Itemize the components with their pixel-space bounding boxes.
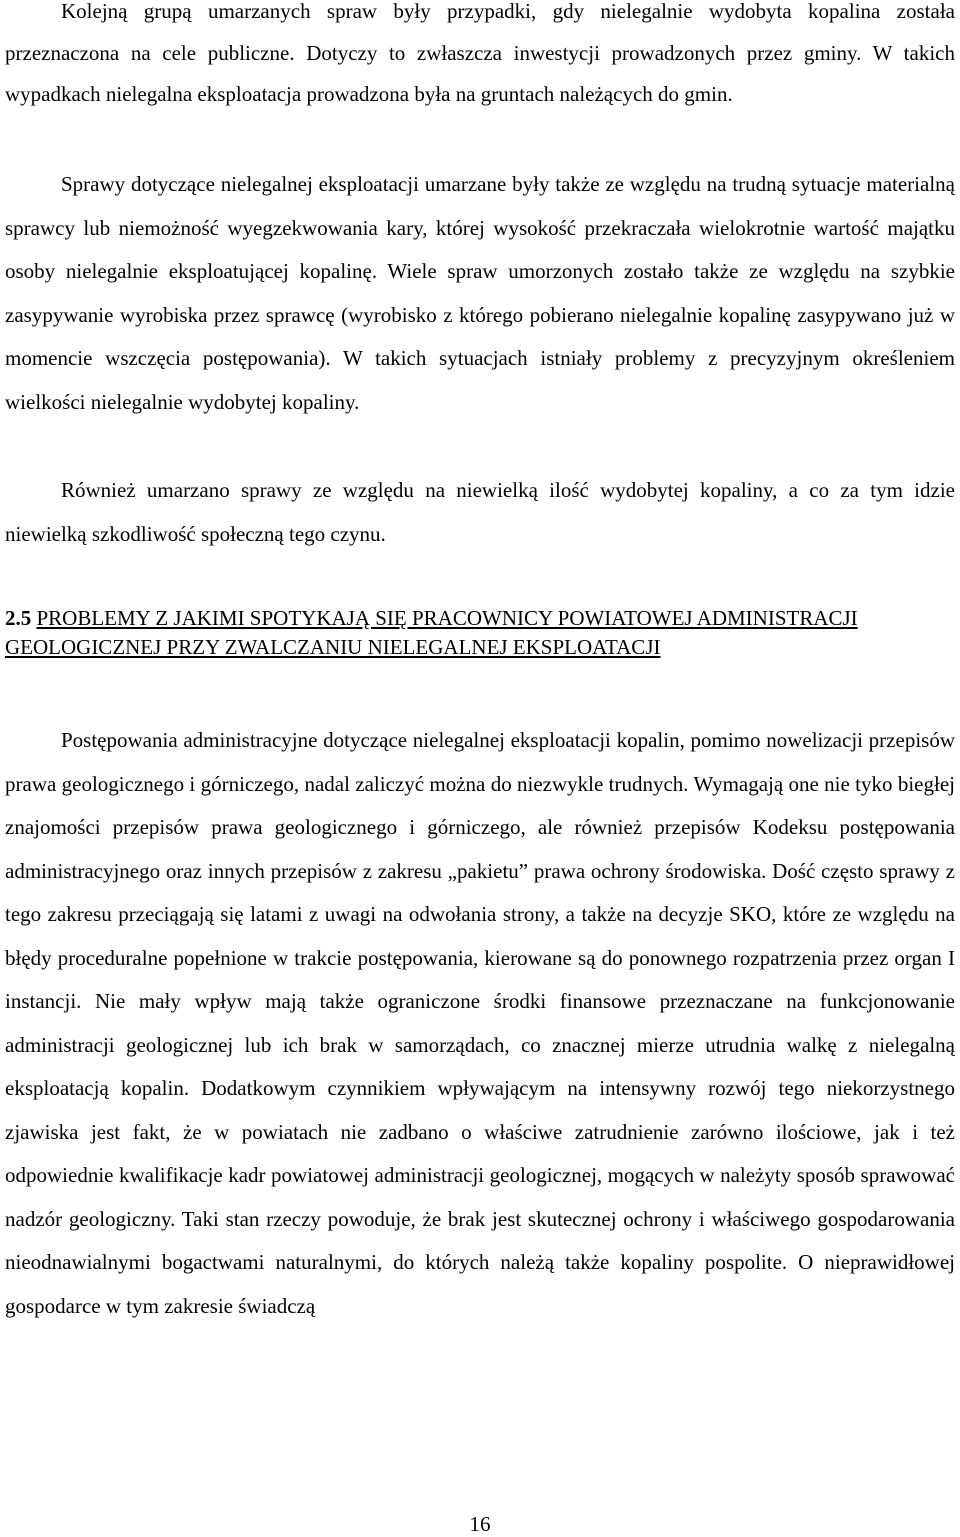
paragraph-small-quantity: Również umarzano sprawy ze względu na niewielką ilość wydobytej kopaliny, a co za tym idzie niewielką szkodliwość społeczną tego czynu. (5, 478, 955, 546)
paragraph-administrative-proceedings: Postępowania administracyjne dotyczące nielegalnej eksploatacji kopalin, pomimo nowelizacji przepisów prawa geologicznego i górniczego, nadal zaliczyć można do niezwykle trudnych. Wymagają one nie tyko biegłej znajomości przepisów prawa geologicznego i górniczego, ale również przepisów Kodeksu postępowania administracyjnego oraz innych przepisów z zakresu „pakietu” prawa ochrony środowiska. Dość często sprawy z tego zakresu przeciągają się latami z uwagi na odwołania strony, a także na decyzje SKO, które ze względu na błędy proceduralne popełnione w trakcie postępowania, kierowane są do ponownego rozpatrzenia przez organ I instancji. Nie mały wpływ mają także ograniczone środki finansowe przeznaczane na funkcjonowanie administracji geologicznej lub ich brak w samorządach, co znacznej mierze utrudnia walkę z nielegalną eksploatacją kopalin. Dodatkowym czynnikiem wpływającym na intensywny rozwój tego niekorzystnego zjawiska jest fakt, że w powiatach nie zadbano o właściwe zatrudnienie zarówno ilościowe, jak i też odpowiednie kwalifikacje kadr powiatowej administracji geologicznej, mogących w należyty sposób sprawować nadzór geologiczny. Taki stan rzeczy powoduje, że brak jest skutecznej ochrony i właściwego gospodarowania nieodnawialnymi bogactwami naturalnymi, do których należą także kopaliny pospolite. O nieprawidłowej gospodarce w tym zakresie świadczą (5, 728, 955, 1318)
section-title: PROBLEMY Z JAKIMI SPOTYKAJĄ SIĘ PRACOWNICY POWIATOWEJ ADMINISTRACJI GEOLOGICZNEJ PRZY ZWALCZANIU NIELEGALNEJ EKSPLOATACJI (5, 606, 858, 659)
paragraph-cases-public-purposes: Kolejną grupą umarzanych spraw były przypadki, gdy nielegalnie wydobyta kopalina została przeznaczona na cele publiczne. Dotyczy to zwłaszcza inwestycji prowadzonych przez gminy. W takich wypadkach nielegalna eksploatacja prowadzona była na gruntach należących do gmin. (5, 0, 955, 106)
section-number: 2.5 (5, 606, 32, 630)
page-number: 16 (469, 1512, 491, 1536)
section-heading (5, 604, 955, 662)
paragraph-material-situation: Sprawy dotyczące nielegalnej eksploatacji umarzane były także ze względu na trudną sytuacje materialną sprawcy lub niemożność wyegzekwowania kary, której wysokość przekraczała wielokrotnie wartość majątku osoby nielegalnie eksploatującej kopalinę. Wiele spraw umorzonych zostało także ze względu na szybkie zasypywanie wyrobiska przez sprawcę (wyrobisko z którego pobierano nielegalnie kopalinę zasypywano już w momencie wszczęcia postępowania). W takich sytuacjach istniały problemy z precyzyjnym określeniem wielkości nielegalnie wydobytej kopaliny. (5, 172, 955, 414)
